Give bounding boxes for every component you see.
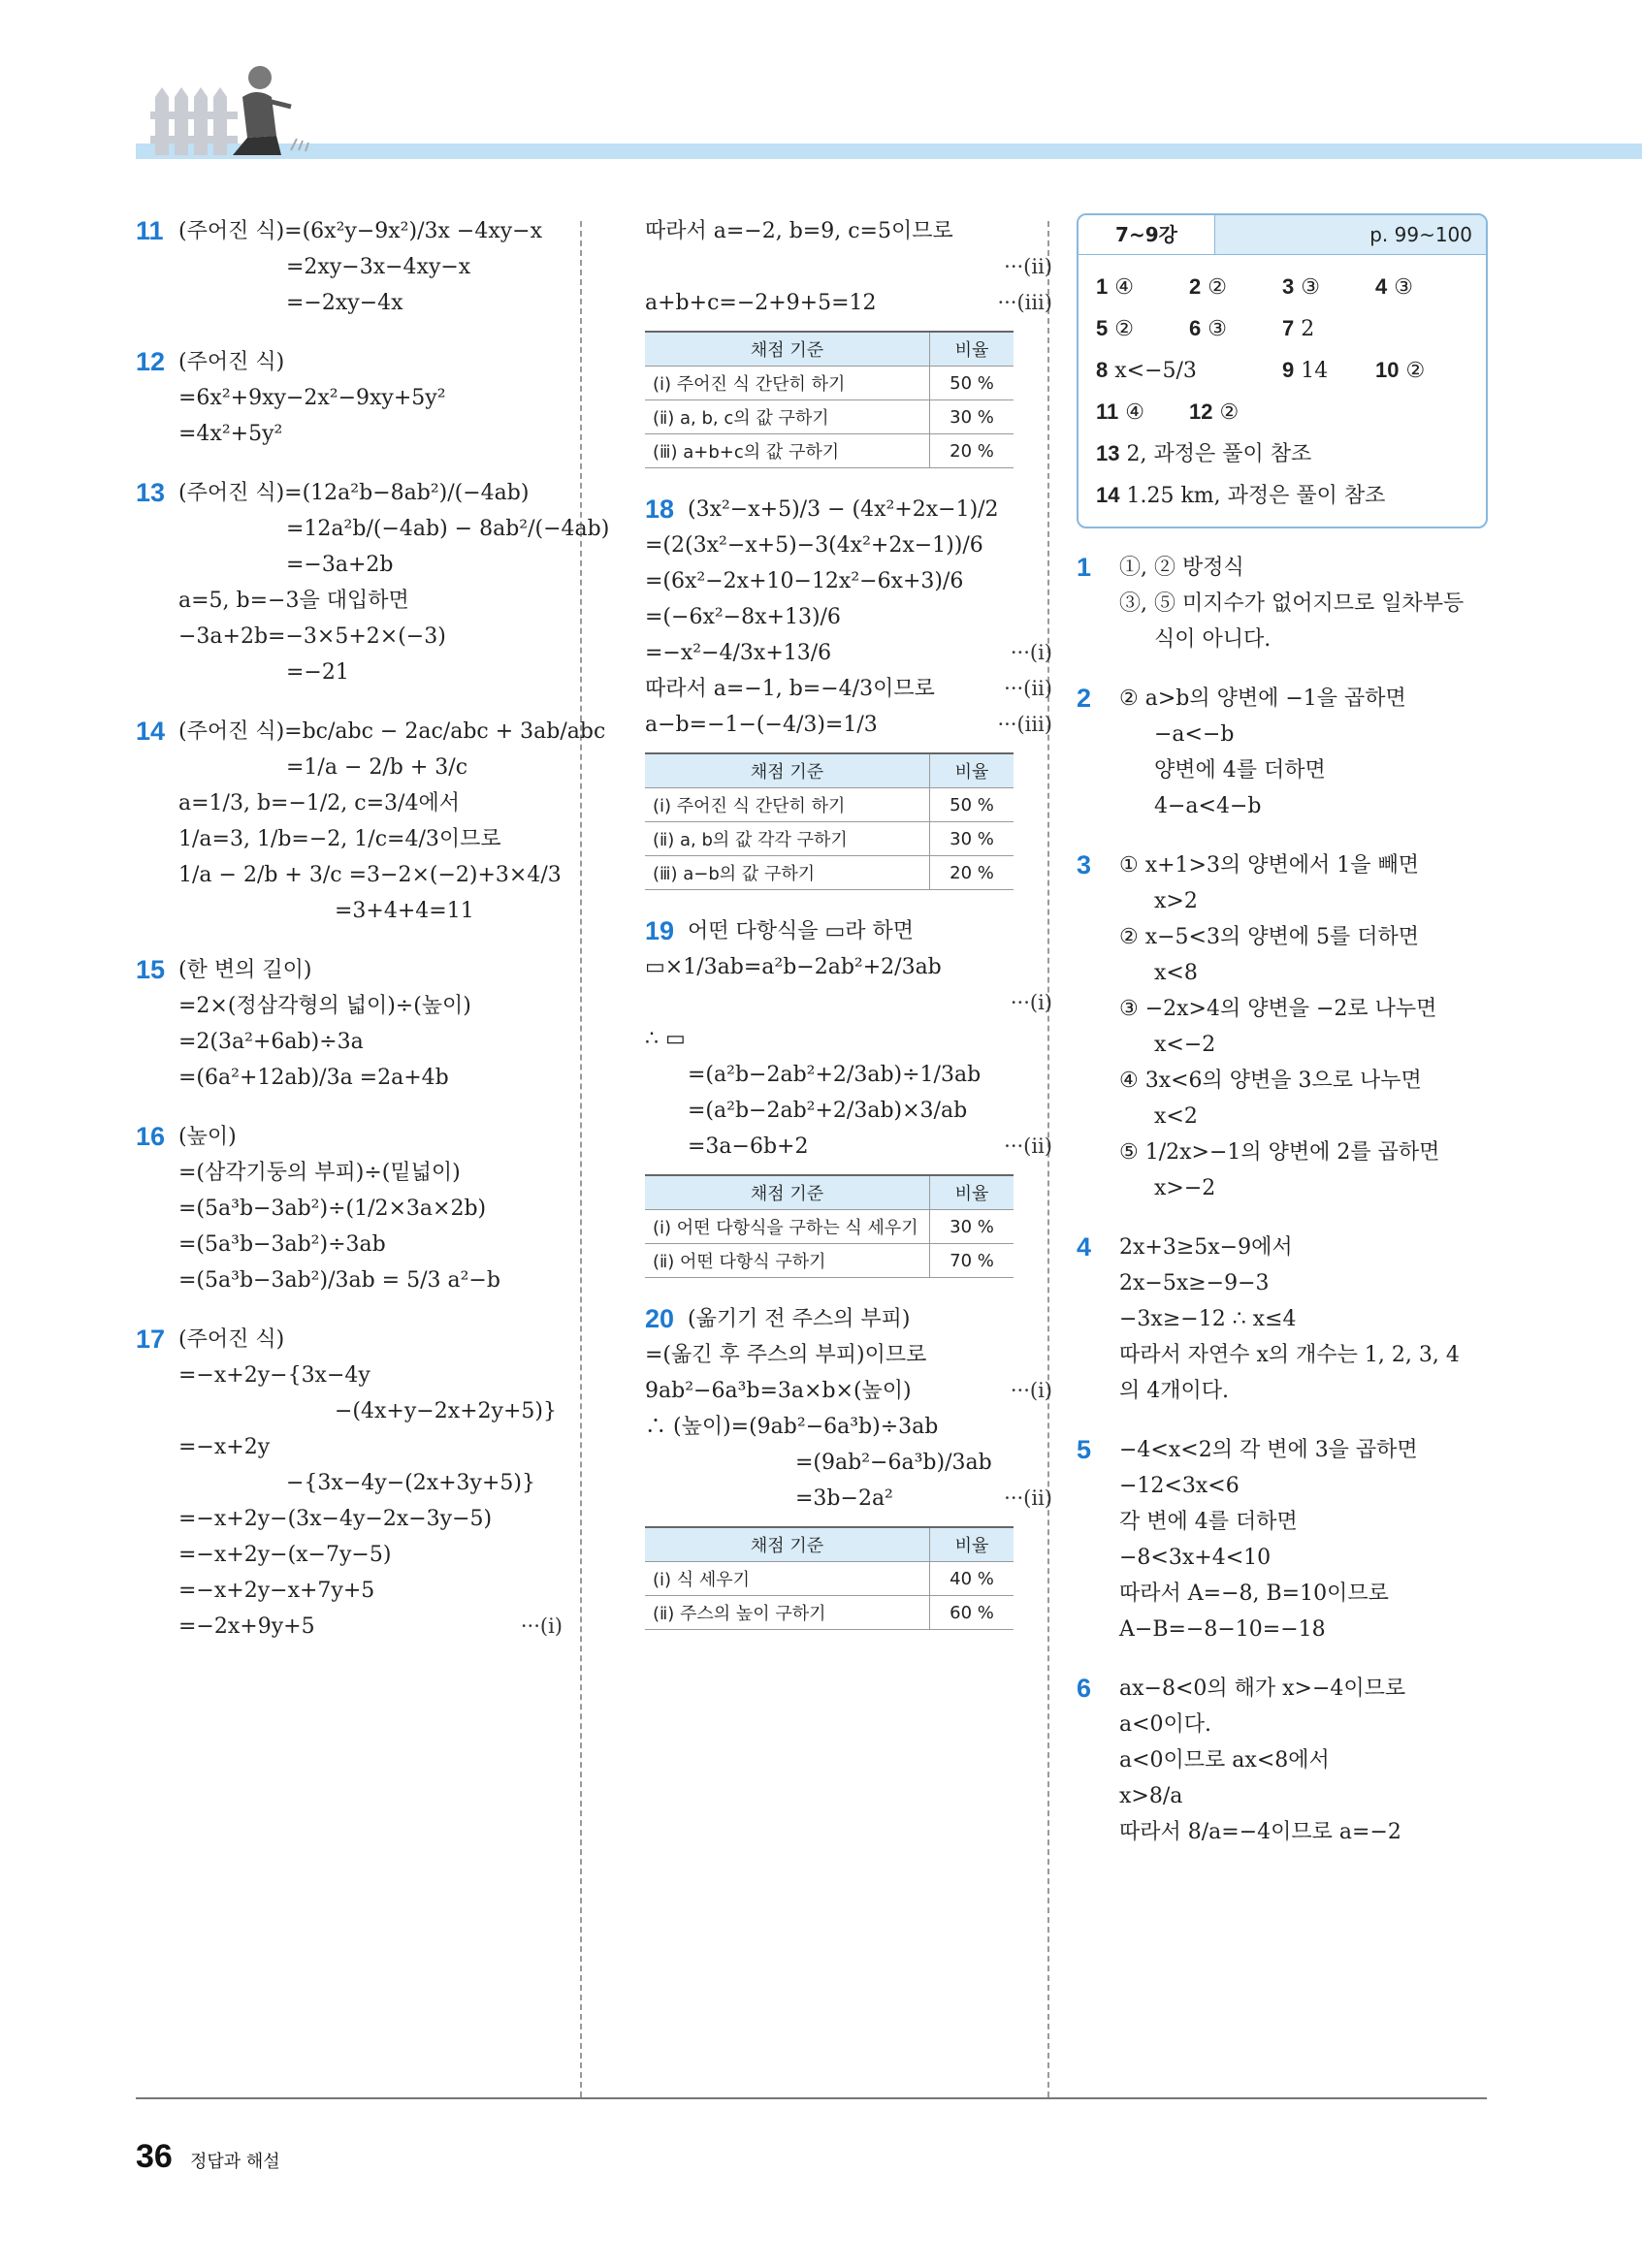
- step-marker: ···(ⅲ): [997, 291, 1052, 314]
- solution-line: =−x+2y: [178, 1435, 271, 1459]
- step-marker: ···(ⅰ): [1010, 1379, 1052, 1402]
- solution-line: a+b+c=−2+9+5=12: [645, 291, 877, 315]
- lesson-range: 7~9강: [1079, 215, 1215, 254]
- problem-number: 3: [1077, 850, 1092, 879]
- problem-15: [136, 952, 563, 1096]
- page-range: p. 99~100: [1369, 223, 1472, 246]
- solution-line: =−x+2y−(x−7y−5): [178, 1543, 392, 1567]
- solution-line: (높이): [178, 1125, 237, 1149]
- answer-row: 8 x<−5/3 9 14 10 ②: [1096, 358, 1426, 383]
- solution-line: (주어진 식)=(12a²b−8ab²)/(−4ab): [178, 481, 530, 505]
- solution-line: 1/a − 2/b + 3/c =3−2×(−2)+3×4/3: [178, 863, 562, 887]
- problem-12: [136, 344, 563, 452]
- problem-14: [136, 714, 606, 929]
- table-row: (ⅱ) 주스의 높이 구하기 60 %: [645, 1596, 1014, 1630]
- scoring-table: [645, 1174, 1014, 1278]
- answer-box-header: [1079, 215, 1486, 255]
- solution-line: =(옮긴 후 주스의 부피)이므로: [645, 1343, 927, 1367]
- table-header: 비율: [930, 753, 1014, 788]
- scoring-table: [645, 752, 1014, 890]
- table-header: 채점 기준: [645, 1175, 930, 1210]
- solution-line: =(2(3x²−x+5)−3(4x²+2x−1))/6: [645, 533, 983, 558]
- solution-line: =(9ab²−6a³b)/3ab: [795, 1451, 992, 1475]
- table-row: (ⅱ) a, b의 값 각각 구하기 30 %: [645, 822, 1014, 856]
- problem-number: 1: [1077, 553, 1092, 582]
- solution-line: 따라서 a=−1, b=−4/3이므로: [645, 677, 935, 701]
- solution-line: =−2x+9y+5: [178, 1614, 315, 1639]
- solution-line: =12a²b/(−4ab) − 8ab²/(−4ab): [286, 517, 610, 541]
- table-header: 채점 기준: [645, 753, 930, 788]
- answer-row: 1 ④ 2 ② 3 ③ 4 ③: [1096, 274, 1413, 300]
- solution-line: =6x²+9xy−2x²−9xy+5y²: [178, 386, 446, 410]
- table-header: 비율: [930, 332, 1014, 367]
- step-marker: ···(ⅲ): [997, 713, 1052, 736]
- problem-number: 4: [1077, 1232, 1092, 1262]
- solution-line: =−x+2y−{3x−4y: [178, 1363, 370, 1388]
- problem-17: [136, 1322, 563, 1645]
- problem-16: [136, 1119, 563, 1298]
- solution-line: =−21: [286, 660, 349, 685]
- table-row: (ⅲ) a+b+c의 값 구하기 20 %: [645, 434, 1014, 468]
- solution-line: a−b=−1−(−4/3)=1/3: [645, 713, 878, 737]
- solution-line: 9ab²−6a³b=3a×b×(높이): [645, 1379, 912, 1403]
- table-row: (ⅱ) a, b, c의 값 구하기 30 %: [645, 400, 1014, 434]
- problem-17-continued: [645, 213, 1052, 468]
- solution-line: =−2xy−4x: [286, 291, 403, 315]
- solution-line: =−x+2y−(3x−4y−2x−3y−5): [178, 1507, 493, 1531]
- table-header: 비율: [930, 1175, 1014, 1210]
- table-header: 채점 기준: [645, 332, 930, 367]
- solution-line: =(6x²−2x+10−12x²−6x+3)/6: [645, 569, 964, 593]
- table-row: (ⅱ) 어떤 다항식 구하기 70 %: [645, 1244, 1014, 1278]
- step-marker: ···(ⅰ): [1010, 991, 1052, 1014]
- problem-number: 15: [136, 955, 166, 984]
- solution-line: =4x²+5y²: [178, 422, 283, 446]
- solution-line: 따라서 a=−2, b=9, c=5이므로: [645, 219, 953, 243]
- scoring-table: [645, 331, 1014, 468]
- problem-number: 2: [1077, 684, 1092, 713]
- step-marker: ···(ⅱ): [1004, 677, 1052, 700]
- solution-line: (주어진 식)=bc/abc − 2ac/abc + 3ab/abc: [178, 719, 606, 744]
- problem-number: 11: [136, 216, 164, 245]
- solution-line: =2(3a²+6ab)÷3a: [178, 1030, 364, 1054]
- answer-row: 11 ④ 12 ②: [1096, 399, 1240, 425]
- solution-line: =2xy−3x−4xy−x: [286, 255, 471, 279]
- solution-line: a=1/3, b=−1/2, c=3/4에서: [178, 791, 460, 815]
- problem-number: 5: [1077, 1435, 1092, 1464]
- problem-number: 18: [645, 495, 675, 524]
- solution-line: =3+4+4=11: [335, 899, 474, 923]
- header-band: [136, 144, 1642, 159]
- problem-number: 6: [1077, 1674, 1092, 1703]
- solution-3: 3 ① x+1>3의 양변에서 1을 빼면 x>2 ② x−5<3의 양변에 5를 더하면 x<8 ③ −2x>4의 양변을 −2로 나누면 x<−2 ④ 3x<6의 양변을 3으로 나누면 x<2 ⑤ 1/2x>−1의 양변에 2를 곱하면 x>−2: [1077, 847, 1494, 1206]
- solution-line: (3x²−x+5)/3 − (4x²+2x−1)/2: [688, 497, 999, 522]
- step-marker: ···(ⅰ): [1010, 641, 1052, 664]
- solution-line: ∴ ▭: [645, 1027, 686, 1051]
- problem-number: 14: [136, 717, 166, 746]
- problem-number: 12: [136, 347, 166, 376]
- problem-number: 17: [136, 1325, 166, 1354]
- solution-line: =3a−6b+2: [688, 1134, 809, 1159]
- solution-line: =(6a²+12ab)/3a =2a+4b: [178, 1066, 449, 1090]
- table-header: 비율: [930, 1527, 1014, 1562]
- scoring-table: [645, 1526, 1014, 1630]
- solution-2: 2 ② a>b의 양변에 −1을 곱하면 −a<−b 양변에 4를 더하면 4−a<4−b: [1077, 681, 1494, 824]
- problem-number: 13: [136, 478, 166, 507]
- solution-line: −(4x+y−2x+2y+5)}: [335, 1399, 557, 1423]
- solution-line: =(5a³b−3ab²)÷(1/2×3a×2b): [178, 1197, 487, 1221]
- column-3: [1077, 213, 1494, 1873]
- solution-4: 4 2x+3≥5x−9에서 2x−5x≥−9−3 −3x≥−12 ∴ x≤4 따라서 자연수 x의 개수는 1, 2, 3, 4 의 4개이다.: [1077, 1230, 1494, 1409]
- answer-row: 13 2, 과정은 풀이 참조: [1096, 441, 1312, 466]
- solution-line: (한 변의 길이): [178, 958, 312, 982]
- solution-line: ▭×1/3ab=a²b−2ab²+2/3ab: [645, 955, 942, 979]
- step-marker: ···(ⅱ): [1004, 1134, 1052, 1158]
- column-1: [136, 213, 610, 1668]
- solution-line: ∴ (높이)=(9ab²−6a³b)÷3ab: [645, 1415, 939, 1439]
- solution-6: 6 ax−8<0의 해가 x>−4이므로 a<0이다. a<0이므로 ax<8에서 x>8/a 따라서 8/a=−4이므로 a=−2: [1077, 1671, 1494, 1850]
- solution-line: (주어진 식)=(6x²y−9x²)/3x −4xy−x: [178, 219, 542, 243]
- problem-20: [645, 1301, 1052, 1630]
- answer-row: 5 ② 6 ③ 7 2: [1096, 316, 1315, 341]
- solution-line: =(5a³b−3ab²)/3ab = 5/3 a²−b: [178, 1268, 500, 1293]
- solution-line: =−x²−4/3x+13/6: [645, 641, 832, 665]
- solution-line: =(a²b−2ab²+2/3ab)×3/ab: [688, 1099, 968, 1123]
- solution-line: =(삼각기둥의 부피)÷(밑넓이): [178, 1161, 461, 1185]
- solution-line: =(a²b−2ab²+2/3ab)÷1/3ab: [688, 1063, 982, 1087]
- footer-label: 정답과 해설: [190, 2152, 280, 2172]
- solution-line: =(5a³b−3ab²)÷3ab: [178, 1232, 386, 1257]
- answer-row: 14 1.25 km, 과정은 풀이 참조: [1096, 483, 1386, 508]
- solution-line: =(−6x²−8x+13)/6: [645, 605, 841, 629]
- solution-1: 1 ①, ② 방정식 ③, ⑤ 미지수가 없어지므로 일차부등 식이 아니다.: [1077, 550, 1494, 657]
- page-number: 36: [136, 2138, 173, 2175]
- step-marker: ···(ⅱ): [1004, 1486, 1052, 1510]
- footer-rule: [136, 2097, 1487, 2099]
- solution-line: −3a+2b=−3×5+2×(−3): [178, 624, 446, 649]
- gardener-illustration: [145, 58, 320, 165]
- solution-line: 1/a=3, 1/b=−2, 1/c=4/3이므로: [178, 827, 501, 851]
- solution-line: =2×(정삼각형의 넓이)÷(높이): [178, 994, 471, 1018]
- step-marker: ···(ⅱ): [1004, 255, 1052, 278]
- solution-5: 5 −4<x<2의 각 변에 3을 곱하면 −12<3x<6 각 변에 4를 더하면 −8<3x+4<10 따라서 A=−8, B=10이므로 A−B=−8−10=−18: [1077, 1432, 1494, 1647]
- solution-line: =−3a+2b: [286, 553, 394, 577]
- solution-line: −{3x−4y−(2x+3y+5)}: [286, 1471, 535, 1495]
- solution-line: (주어진 식): [178, 350, 285, 374]
- answer-summary-box: [1077, 213, 1488, 528]
- column-2: [645, 213, 1052, 1653]
- column-divider: [580, 221, 582, 2097]
- solution-line: =1/a − 2/b + 3/c: [286, 755, 468, 780]
- problem-19: [645, 913, 1052, 1278]
- table-row: (ⅰ) 주어진 식 간단히 하기 50 %: [645, 788, 1014, 822]
- problem-18: [645, 492, 1052, 890]
- table-row: (ⅰ) 식 세우기 40 %: [645, 1562, 1014, 1596]
- table-header: 채점 기준: [645, 1527, 930, 1562]
- problem-11: [136, 213, 563, 321]
- solution-line: =−x+2y−x+7y+5: [178, 1579, 375, 1603]
- solution-line: a=5, b=−3을 대입하면: [178, 589, 409, 613]
- problem-number: 20: [645, 1304, 675, 1333]
- solution-line: 어떤 다항식을 ▭라 하면: [688, 919, 915, 943]
- table-row: (ⅰ) 어떤 다항식을 구하는 식 세우기 30 %: [645, 1210, 1014, 1244]
- table-row: (ⅰ) 주어진 식 간단히 하기 50 %: [645, 367, 1014, 400]
- solution-line: (옮기기 전 주스의 부피): [688, 1307, 911, 1331]
- problem-13: [136, 475, 610, 690]
- problem-number: 16: [136, 1122, 166, 1151]
- solution-line: =3b−2a²: [795, 1486, 893, 1511]
- step-marker: ···(ⅰ): [520, 1614, 563, 1638]
- problem-number: 19: [645, 916, 675, 945]
- solution-line: (주어진 식): [178, 1327, 285, 1352]
- table-row: (ⅲ) a−b의 값 구하기 20 %: [645, 856, 1014, 890]
